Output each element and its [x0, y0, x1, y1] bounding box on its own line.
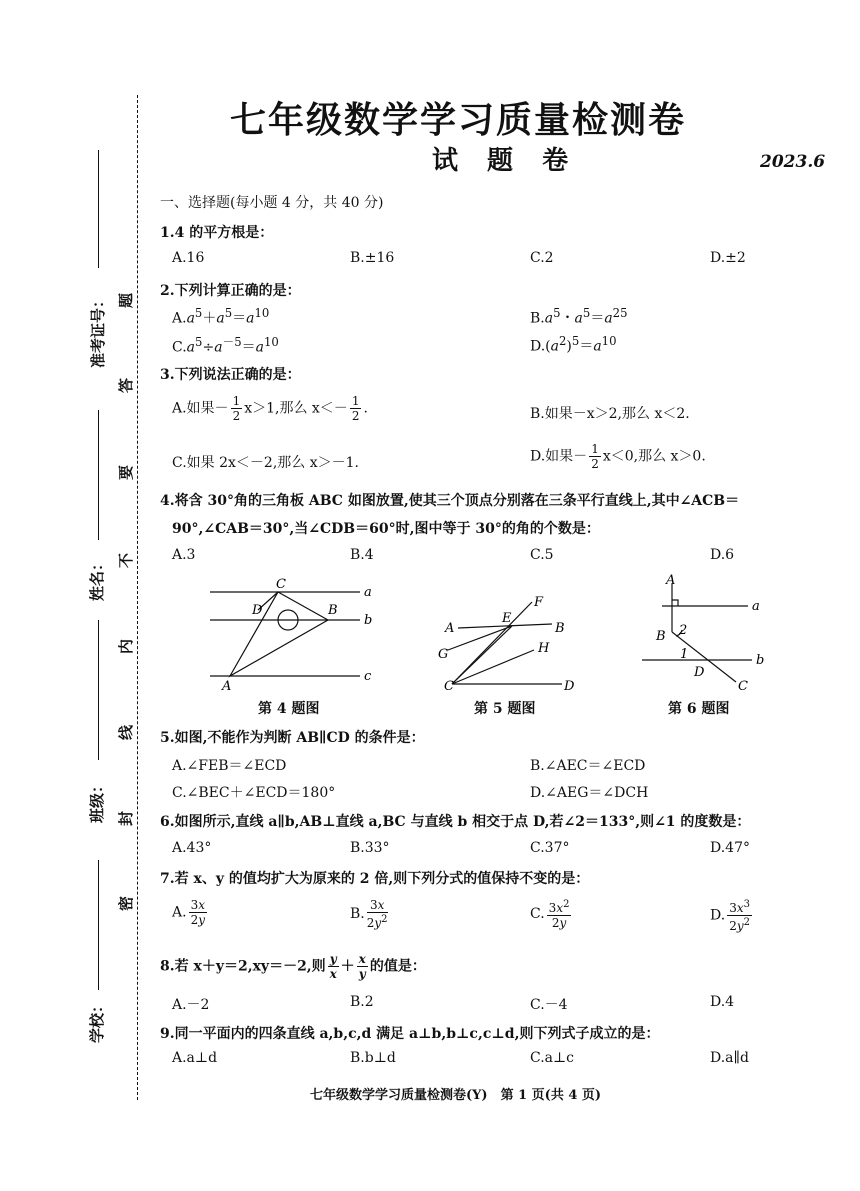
question-5-stem: 5.如图,不能作为判断 AB∥CD 的条件是：	[160, 730, 425, 746]
q7-b-label: B.	[350, 906, 365, 922]
fig6-caption: 第 6 题图	[668, 701, 730, 717]
q8-stem-prefix: 8.若 x＋y＝2,xy＝－2,则	[160, 958, 326, 975]
class-line	[98, 620, 99, 760]
fraction: $\frac{y}{x}$	[329, 952, 337, 981]
q4-option-c: C.5	[530, 547, 554, 563]
fig5-caption: 第 5 题图	[474, 701, 536, 717]
fig4-label: c	[364, 669, 372, 684]
fig4-label: C	[276, 577, 286, 592]
q2-option-c: $C.a^5\div a^{-5}=a^{10}$	[172, 335, 279, 356]
q8-plus: ＋	[340, 958, 355, 975]
q8-option-d: D.4	[710, 994, 735, 1010]
fig4-label: b	[364, 613, 373, 628]
q6-option-d: D.47°	[710, 840, 750, 856]
exam-date: 2023.6	[760, 152, 826, 172]
fig6-label: B	[656, 629, 666, 644]
notice-char: 不	[117, 552, 136, 569]
fraction-numerator: 1	[232, 394, 241, 408]
q4-option-d: D.6	[710, 547, 735, 563]
exam-id-label: 准考证号：	[89, 292, 108, 369]
fig5-label: H	[538, 641, 550, 656]
fig5-label: C	[444, 679, 454, 694]
school-line	[98, 860, 99, 990]
fig4-caption: 第 4 题图	[258, 701, 320, 717]
fig5-line-ce	[452, 626, 512, 684]
notice-char: 封	[117, 810, 136, 827]
fraction: $\frac{3x}{2y^2}$	[366, 898, 388, 930]
binding-dashed-line	[137, 95, 138, 1100]
q4-option-b: B.4	[350, 547, 374, 563]
q5-option-a: A.∠FEB＝∠ECD	[172, 758, 287, 774]
fraction	[231, 394, 243, 423]
q1-option-a: A.16	[172, 250, 205, 266]
q3-d-end: x＜0,那么 x＞0.	[602, 448, 706, 465]
q2-option-a: $A.a^5+a^5=a^{10}$	[172, 306, 270, 327]
notice-char: 答	[117, 377, 136, 394]
q1-option-d: D.±2	[710, 250, 746, 266]
q3-a-end: .	[363, 400, 368, 417]
question-6-stem: 6.如图所示,直线 a∥b,AB⊥直线 a,BC 与直线 b 相交于点 D,若∠2＝133°,则∠1 的度数是：	[160, 814, 751, 830]
fig6-label: C	[738, 679, 748, 694]
q3-option-c: C.如果 2x＜－2,那么 x＞－1.	[172, 455, 359, 471]
fig4-label: A	[222, 679, 232, 694]
question-8-stem	[160, 952, 426, 981]
fig4-label: a	[364, 585, 372, 600]
q3-a-prefix: A.如果－	[172, 400, 229, 417]
fraction: $\frac{3x}{2y}$	[190, 898, 205, 927]
fig5-line-ch	[452, 650, 534, 684]
question-2-stem: 2.下列计算正确的是：	[160, 283, 301, 299]
fraction-denominator: 2	[232, 409, 241, 423]
fraction: $\frac{x}{y}$	[358, 952, 366, 981]
class-label: 班级：	[88, 777, 107, 824]
q8-option-b: B.2	[350, 994, 374, 1010]
fig5-label: A	[445, 621, 455, 636]
q1-option-b: B.±16	[350, 250, 395, 266]
fraction-denominator: 2	[591, 457, 599, 471]
q3-option-a	[172, 394, 368, 423]
q3-option-d	[530, 442, 706, 471]
q9-option-c: C.a⊥c	[530, 1050, 575, 1066]
fraction	[350, 394, 362, 423]
notice-char: 线	[117, 724, 136, 741]
q5-option-c: C.∠BEC＋∠ECD＝180°	[172, 785, 336, 801]
fraction-denominator: 2	[351, 409, 360, 423]
fig6-label: b	[756, 653, 765, 668]
q2-option-d: $D.(a^2)^5=a^{10}$	[530, 334, 617, 355]
fig6-right-angle	[672, 600, 678, 606]
exam-id-line	[98, 150, 99, 268]
q6-option-c: C.37°	[530, 840, 570, 856]
fig5-line-ge	[448, 626, 512, 650]
page-footer: 七年级数学学习质量检测卷(Y) 第 1 页(共 4 页)	[310, 1088, 602, 1103]
fraction-numerator: 1	[351, 394, 360, 408]
q3-a-middle: x＞1,那么 x＜－	[244, 400, 348, 417]
question-9-stem: 9.同一平面内的四条直线 a,b,c,d 满足 a⊥b,b⊥c,c⊥d,则下列式子成立的是：	[160, 1026, 660, 1042]
q6-option-b: B.33°	[350, 840, 390, 856]
q7-d-label: D.	[710, 907, 726, 924]
exam-title: 七年级数学学习质量检测卷	[230, 99, 687, 141]
question-7-stem: 7.若 x、y 的值均扩大为原来的 2 倍,则下列分式的值保持不变的是：	[160, 871, 590, 887]
q7-option-a	[172, 898, 209, 927]
name-label: 姓名：	[88, 555, 107, 602]
fig6-label: 2	[679, 623, 688, 638]
q8-stem-end: 的值是：	[369, 958, 426, 975]
notice-char: 题	[117, 292, 136, 309]
notice-char: 要	[117, 464, 136, 481]
fraction: $\frac{3x^2}{2y}$	[548, 899, 570, 930]
q3-option-b: B.如果－x＞2,那么 x＜2.	[530, 406, 690, 422]
q5-option-d: D.∠AEG＝∠DCH	[530, 785, 649, 801]
q9-option-d: D.a∥d	[710, 1050, 749, 1066]
fig6-label: 1	[680, 647, 689, 662]
q3-d-prefix: D.如果－	[530, 448, 588, 465]
fig5-label: D	[564, 679, 575, 694]
q9-option-b: B.b⊥d	[350, 1050, 396, 1066]
fig6-label: a	[752, 599, 760, 614]
fig6-label: D	[694, 665, 705, 680]
exam-subtitle: 试 题 卷	[432, 146, 579, 176]
q8-option-a: A.－2	[172, 997, 210, 1013]
fig5-label: E	[502, 611, 512, 626]
question-4-stem-line2: 90°,∠CAB＝30°,当∠CDB＝60°时,图中等于 30°的角的个数是：	[172, 521, 600, 537]
figures-row	[200, 572, 800, 700]
q9-option-a: A.a⊥d	[172, 1050, 218, 1066]
q7-option-b	[350, 898, 390, 930]
q4-option-a: A.3	[172, 547, 196, 563]
name-line	[98, 410, 99, 540]
q1-option-c: C.2	[530, 250, 554, 266]
fig4-label: B	[328, 603, 338, 618]
q2-option-b: $B.a^5$・$a^5=a^{25}$	[530, 306, 628, 327]
question-3-stem: 3.下列说法正确的是：	[160, 367, 301, 383]
q7-option-d	[710, 898, 754, 933]
fig4-triangle	[230, 592, 328, 676]
section-heading: 一、选择题(每小题 4 分，共 40 分)	[160, 195, 384, 211]
fraction-numerator: 1	[591, 442, 599, 456]
notice-char: 内	[117, 638, 136, 655]
q7-c-label: C.	[530, 906, 545, 922]
q6-option-a: A.43°	[172, 840, 212, 856]
fig5-label: G	[438, 647, 449, 662]
q7-a-label: A.	[172, 904, 187, 921]
fig6-label: A	[666, 573, 676, 588]
q5-option-b: B.∠AEC＝∠ECD	[530, 758, 646, 774]
school-label: 学校：	[88, 997, 107, 1044]
fraction	[589, 442, 601, 471]
q8-option-c: C.－4	[530, 997, 568, 1013]
fig4-label: D	[252, 603, 263, 618]
fig5-label: F	[534, 595, 544, 610]
question-1-stem: 1.4 的平方根是：	[160, 225, 274, 241]
fig5-label: B	[555, 621, 565, 636]
fraction: $\frac{3x^3}{2y^2}$	[729, 899, 750, 933]
question-4-stem-line1: 4.将含 30°角的三角板 ABC 如图放置,使其三个顶点分别落在三条平行直线上,其中∠ACB＝	[160, 493, 740, 509]
q7-option-c	[530, 898, 573, 930]
notice-char: 密	[117, 895, 136, 912]
